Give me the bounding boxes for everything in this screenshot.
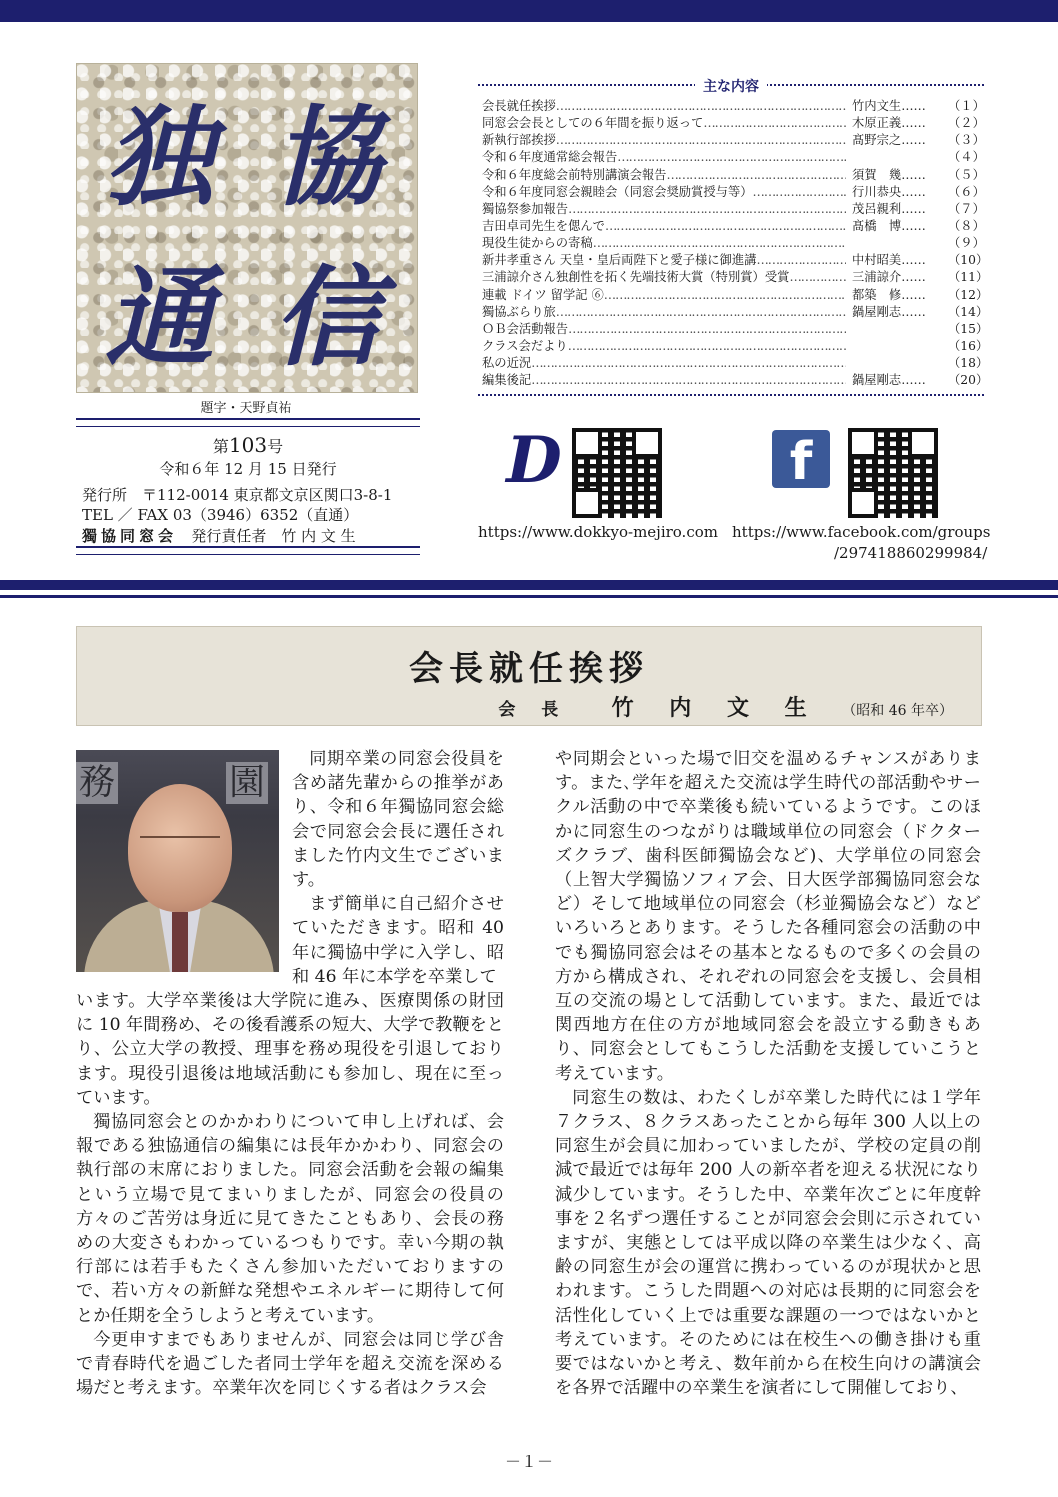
contents-item-page: （14） <box>948 304 989 319</box>
contents-item-title: 新井孝重さん 天皇・皇后両陛下と愛子様に御進講 ………………………………………………………………………………………………………… <box>482 252 846 269</box>
contents-item-title: 吉田卓司先生を偲んで ………………………………………………………………………………………………………… <box>482 218 846 235</box>
author-photo <box>76 750 279 972</box>
contents-item-author: 中村昭美…… <box>852 253 926 268</box>
issue-date: 令和６年 12 月 15 日発行 <box>159 460 337 478</box>
facebook-url-link-2[interactable]: /297418860299984/ <box>834 544 988 562</box>
contents-heading <box>478 76 984 96</box>
contents-item-page: （11） <box>948 270 989 285</box>
contents-item-author: 木原正義…… <box>852 116 926 131</box>
contents-item[interactable] <box>482 287 989 304</box>
contents-item[interactable] <box>482 355 989 372</box>
school-logo-icon: D <box>506 423 562 498</box>
top-border-bar <box>0 0 1058 22</box>
article-title: 会長就任挨拶 <box>409 649 649 689</box>
author-role: 会 長 <box>498 700 569 720</box>
paragraph: います。大学卒業後は大学院に進み、医療関係の財団に 10 年間務め、その後看護系の短大、大学で教鞭をとり、公立大学の教授、理事を務め現役を引退しております。現役引退後は地域活動にも参加し、現在に至っています。 <box>76 991 504 1108</box>
masthead-char-4: 信 <box>273 255 382 381</box>
contents-item-author: 都築 修…… <box>852 287 926 302</box>
contents-item-author: 鍋屋剛志…… <box>852 304 926 319</box>
contents-item-page: （18） <box>948 356 989 371</box>
contents-heading-text: 主な内容 <box>695 79 767 95</box>
paragraph: 獨協同窓会とのかかわりについて申し上げれば、会報である独協通信の編集には長年かかわり、同窓会の執行部の末席におりました。同窓会活動を会報の編集という立場で見てまいりましたが、同窓会の役員の方々のご苦労は身近に見てきたこともあり、会長の務めの大変さもわかっているつもりです。幸い今期の執行部には若手もたくさん参加いただいておりますので、若い方々の新鮮な発想やエネルギーに期待して何とか任期を全うしようと考えています。 <box>76 1112 504 1326</box>
contents-item[interactable] <box>482 235 985 252</box>
contents-item-title: 私の近況 ………………………………………………………………………………………………………… <box>482 355 846 372</box>
publisher-name: 獨協同窓会 <box>82 527 178 545</box>
contents-item-title: 獨協ぶらり旅 ………………………………………………………………………………………………………… <box>482 304 846 321</box>
publisher-block <box>82 525 356 546</box>
section-divider-thick <box>0 580 1058 590</box>
contents-item-title: 令和６年度同窓会親睦会（同窓会奨励賞授与等） ………………………………………………………………………………………………………… <box>482 184 846 201</box>
contents-item[interactable] <box>482 201 985 218</box>
paragraph: 同窓生の数は、わたくしが卒業した時代には１学年７クラス、８クラスあったことから毎年 300 人以上の同窓生が会員に加わっていましたが、学校の定員の削減で最近では毎年 200 人の新卒者を迎える状況になり減少しています。そうした中、卒業年次ごとに年度幹事を２名ずつ選任することが同窓会会則に示されていますが、実態としては平成以降の卒業生は少なく、高齢の同窓生が会の運営に携わっているのが現状かと思われます。こうした問題への対応は長期的に同窓会を活性化していく上では重要な課題の一つではないかと考えています。そのためには在校生への働き掛けも重要ではないかと考え、数年前から在校生向けの講演会を各界で活躍中の卒業生を演者にして開催しており、 <box>555 1087 981 1399</box>
page-number: －１－ <box>504 1452 553 1471</box>
calligrapher-credit: 題字・天野貞祐 <box>200 401 292 416</box>
paragraph: まず簡単に自己紹介させていただきます。昭和 40 年に獨協中学に入学し、昭和 46 年に本学を卒業して <box>292 894 504 987</box>
issue-value: 103 <box>228 433 268 457</box>
contents-item[interactable] <box>482 252 989 269</box>
contents-item-title: 編集後記 ………………………………………………………………………………………………………… <box>482 372 846 389</box>
contents-item-author: 三浦諒介…… <box>852 270 926 285</box>
contents-item-author: 髙橋 博…… <box>852 218 926 233</box>
contents-item-title: 会長就任挨拶 ………………………………………………………………………………………………………… <box>482 98 846 115</box>
contents-item-title: 令和６年度総会前特別講演会報告 ………………………………………………………………………………………………………… <box>482 167 846 184</box>
photo-tie <box>172 912 188 972</box>
contents-item-page: （６） <box>948 184 985 199</box>
contents-item-author: 髙野宗之…… <box>852 133 926 148</box>
contents-item-page: （15） <box>948 321 989 336</box>
masthead-char-1: 独 <box>105 95 214 221</box>
contents-item-title: 連載 ドイツ 留学記 ⑥ ………………………………………………………………………………………………………… <box>482 287 846 304</box>
site-url-link[interactable]: https://www.dokkyo-mejiro.com <box>478 523 718 541</box>
contents-item-author: 須賀 幾…… <box>852 167 926 182</box>
facebook-icon[interactable]: f <box>772 430 830 488</box>
article-left-wrap <box>292 747 504 989</box>
masthead-char-2: 協 <box>273 95 382 221</box>
contents-item[interactable] <box>482 132 985 149</box>
contents-item-page: （４） <box>948 150 985 165</box>
facebook-url-link[interactable]: https://www.facebook.com/groups <box>732 523 991 541</box>
contents-item-title: 現役生徒からの寄稿 ………………………………………………………………………………………………………… <box>482 235 846 252</box>
contents-item-page: （１） <box>948 99 985 113</box>
contents-item-page: （８） <box>948 218 985 233</box>
contents-item-page: （20） <box>948 373 989 388</box>
contents-item[interactable] <box>482 304 989 321</box>
issue-number <box>76 433 420 457</box>
facebook-qr-code[interactable] <box>848 428 938 518</box>
issue-suffix: 号 <box>267 437 284 456</box>
author-name: 竹 内 文 生 <box>611 695 821 721</box>
site-qr-code[interactable] <box>572 428 662 518</box>
masthead-logo <box>76 63 418 393</box>
masthead-char-3: 通 <box>105 255 214 381</box>
contents-list <box>482 98 989 389</box>
section-divider-thin <box>0 595 1058 598</box>
masthead-rule-bottom <box>76 546 420 555</box>
publisher-responsible: 発行責任者 竹 内 文 生 <box>191 527 356 545</box>
publisher-tel: TEL ／ FAX 03（3946）6352（直通） <box>82 506 359 524</box>
contents-item-title: ＯＢ会活動報告 ………………………………………………………………………………………………………… <box>482 321 846 338</box>
photo-brow <box>140 836 220 854</box>
contents-item-title: 新執行部挨拶 ………………………………………………………………………………………………………… <box>482 132 846 149</box>
contents-item-title: 令和６年度通常総会報告 ………………………………………………………………………………………………………… <box>482 149 846 166</box>
contents-item-title: クラス会だより ………………………………………………………………………………………………………… <box>482 338 846 355</box>
publisher-address: 発行所 〒112-0014 東京都文京区関口3-8-1 <box>82 486 393 504</box>
contents-item[interactable] <box>482 98 985 115</box>
article-author <box>498 691 953 722</box>
contents-item[interactable] <box>482 338 989 355</box>
contents-item-author: 行川恭央…… <box>852 184 926 199</box>
contents-item[interactable] <box>482 167 985 184</box>
article-left-column <box>76 989 504 1400</box>
contents-item-page: （３） <box>948 133 985 148</box>
author-year: （昭和 46 年卒） <box>842 703 953 719</box>
contents-item-author: 竹内文生…… <box>852 99 926 113</box>
paragraph: 同期卒業の同窓会役員を含め諸先輩からの推挙があり、令和６年獨協同窓会総会で同窓会会長に選任されました竹内文生でございます。 <box>292 749 504 891</box>
photo-sign-char-2: 園 <box>226 762 268 804</box>
contents-item-page: （10） <box>948 253 989 268</box>
masthead-rule-top <box>76 418 420 427</box>
paragraph: や同期会といった場で旧交を温めるチャンスがあります。また､学年を超えた交流は学生時代の部活動やサークル活動の中で卒業後も続いているようです。このほかに同窓生のつながりは職域単位の同窓会（ドクターズクラブ、歯科医師獨協会など)、大学単位の同窓会（上智大学獨協ソフィア会、日大医学部獨協同窓会など）そして地域単位の同窓会（杉並獨協会など）などいろいろとあります。そうした各種同窓会の活動の中でも獨協同窓会はその基本となるもので多くの会員の方から構成され、それぞれの同窓会を支援し、会員相互の交流の場として活動しています。また、最近では関西地方在住の方が地域同窓会を設立する動きもあり、同窓会としてもこうした活動を支援していこうと考えています。 <box>555 749 981 1084</box>
photo-sign-char-1: 務 <box>76 762 118 804</box>
contents-item-page: （12） <box>948 287 989 302</box>
contents-item[interactable] <box>482 218 985 235</box>
contents-item-author: 鍋屋剛志…… <box>852 373 926 388</box>
contents-item[interactable] <box>482 321 989 338</box>
contents-item-title: 獨協祭参加報告 ………………………………………………………………………………………………………… <box>482 201 846 218</box>
contents-item-page: （５） <box>948 167 985 182</box>
contents-item-author: 茂呂親利…… <box>852 201 926 216</box>
contents-item-page: （16） <box>948 338 989 353</box>
article-header <box>76 626 982 726</box>
contents-item[interactable] <box>482 149 985 166</box>
contents-item-page: （２） <box>948 116 985 131</box>
contents-item[interactable] <box>482 184 985 201</box>
contents-item[interactable] <box>482 115 985 132</box>
paragraph: 今更申すまでもありませんが、同窓会は同じ学び舎で青春時代を過ごした者同士学年を超え交流を深める場だと考えます。卒業年次を同じくする者はクラス会 <box>76 1329 504 1399</box>
contents-border-bottom <box>478 394 984 396</box>
contents-item-page: （９） <box>948 236 985 251</box>
contents-item[interactable] <box>482 269 989 286</box>
article-right-column <box>555 747 981 1400</box>
contents-item-title: 同窓会会長としての６年間を振り返って ………………………………………………………………………………………………………… <box>482 115 846 132</box>
contents-item[interactable] <box>482 372 989 389</box>
contents-item-page: （７） <box>948 201 985 216</box>
contents-item-title: 三浦諒介さん独創性を拓く先端技術大賞（特別賞）受賞 ………………………………………………………………………………………………………… <box>482 269 846 286</box>
issue-prefix: 第 <box>212 437 229 456</box>
